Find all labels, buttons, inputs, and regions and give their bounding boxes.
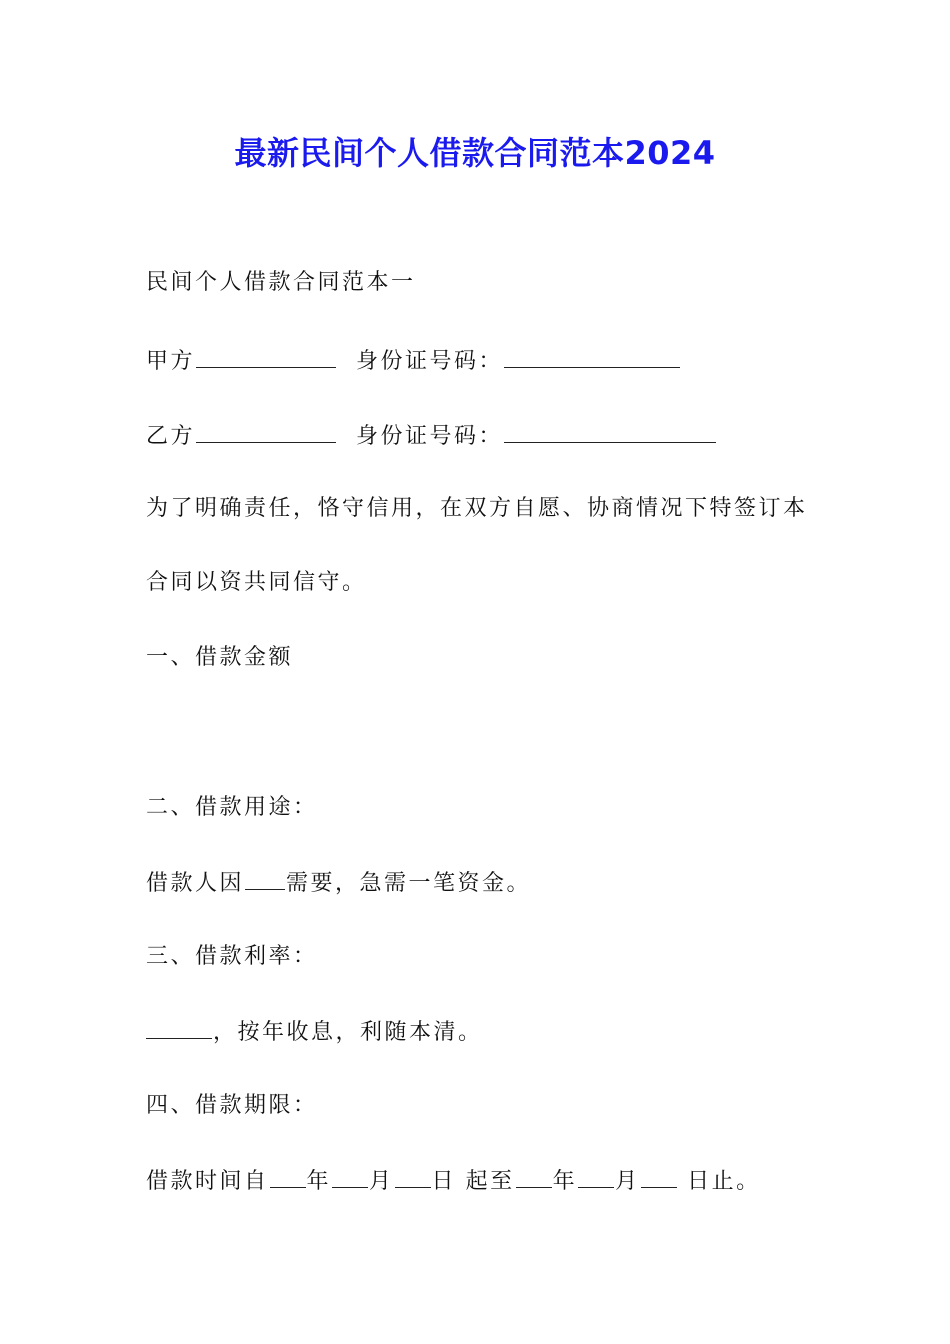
month-label-2: 月 xyxy=(615,1169,640,1194)
year-label-1: 年 xyxy=(306,1169,332,1194)
section4-heading: 四、借款期限： xyxy=(146,1093,318,1118)
start-year-blank xyxy=(270,1165,306,1188)
party-b-row xyxy=(146,420,717,452)
section2-text-a: 借款人因 xyxy=(146,871,245,896)
period-text-start: 借款时间自 xyxy=(146,1169,269,1194)
section2-heading: 二、借款用途： xyxy=(146,795,318,820)
party-b-label: 乙方 xyxy=(146,424,196,449)
party-a-id-label: 身份证号码： xyxy=(356,349,504,374)
purpose-blank xyxy=(245,867,285,890)
party-b-name-blank xyxy=(196,420,336,443)
section2-text-b: 需要，急需一笔资金。 xyxy=(286,871,532,896)
end-year-blank xyxy=(516,1165,552,1188)
section3-text xyxy=(146,1016,483,1048)
intro-line-1: 为了明确责任，恪守信用，在双方自愿、协商情况下特签订本 xyxy=(146,496,808,521)
contract-subtitle: 民间个人借款合同范本一 xyxy=(146,270,416,295)
year-label-2: 年 xyxy=(552,1169,578,1194)
section3-heading: 三、借款利率： xyxy=(146,944,318,969)
party-a-name-blank xyxy=(196,345,336,368)
start-month-blank xyxy=(332,1165,368,1188)
intro-line-2: 合同以资共同信守。 xyxy=(146,570,367,595)
start-day-blank xyxy=(395,1165,431,1188)
section2-text xyxy=(146,867,531,899)
party-a-id-blank xyxy=(504,345,680,368)
party-b-id-blank xyxy=(504,420,716,443)
party-a-label: 甲方 xyxy=(146,349,196,374)
month-label-1: 月 xyxy=(369,1169,394,1194)
page-title: 最新民间个人借款合同范本2024 xyxy=(234,134,716,172)
section3-text-body: ，按年收息，利随本清。 xyxy=(213,1020,483,1045)
section1-heading: 一、借款金额 xyxy=(146,645,294,670)
section4-text xyxy=(146,1165,761,1197)
party-b-id-label: 身份证号码： xyxy=(356,424,504,449)
end-day-blank xyxy=(641,1165,677,1188)
end-month-blank xyxy=(578,1165,614,1188)
until-label: 起至 xyxy=(465,1169,515,1194)
party-a-row xyxy=(146,345,681,377)
interest-rate-blank xyxy=(146,1016,212,1039)
period-text-end: 日止。 xyxy=(687,1169,761,1194)
day-label-1: 日 xyxy=(431,1169,457,1194)
